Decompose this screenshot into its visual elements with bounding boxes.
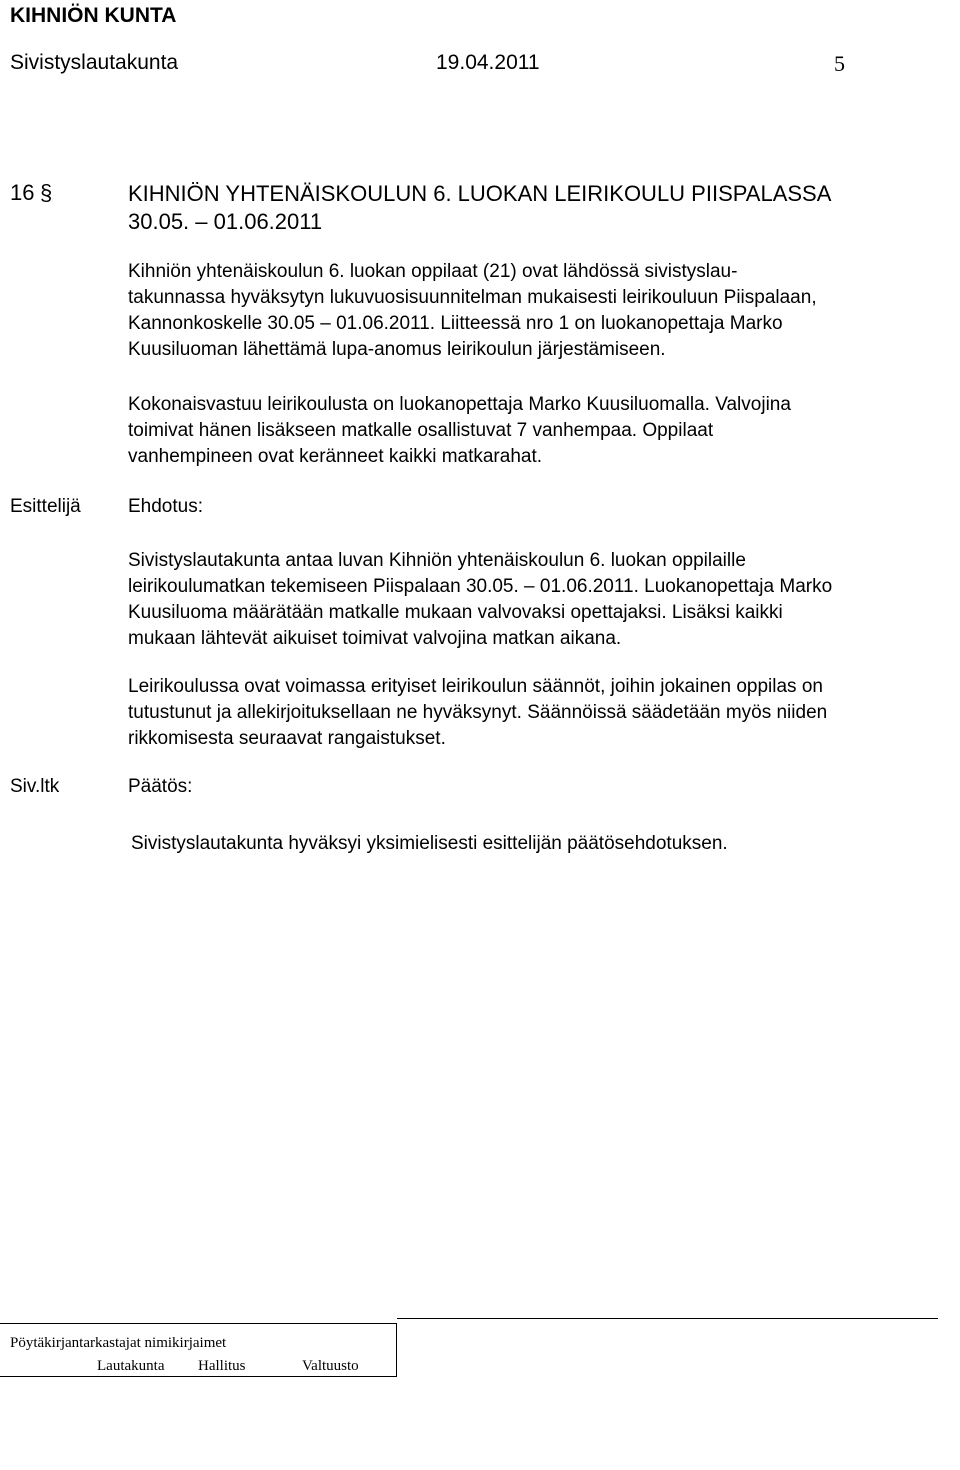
- organization-name: KIHNIÖN KUNTA: [10, 4, 177, 27]
- signature-footer: [0, 1318, 960, 1378]
- paragraph-line: Kuusiluoma määrätään matkalle mukaan valvovaksi opettajaksi. Lisäksi kaikki: [128, 602, 783, 623]
- paragraph-line: leirikoulumatkan tekemiseen Piispalaan 30.05. – 01.06.2011. Luokanopettaja Marko: [128, 576, 833, 597]
- page-number: 5: [834, 51, 845, 76]
- paragraph-line: takunnassa hyväksytyn lukuvuosisuunnitelman mukaisesti leirikouluun Piispalaan,: [128, 287, 817, 308]
- section-title-line: 30.05. – 01.06.2011: [128, 209, 323, 234]
- section-symbol: §: [40, 180, 53, 205]
- paragraph-line: Sivistyslautakunta antaa luvan Kihniön yhtenäiskoulun 6. luokan oppilaille: [128, 550, 746, 571]
- meeting-date: 19.04.2011: [436, 51, 540, 74]
- paragraph-line: Leirikoulussa ovat voimassa erityiset leirikoulun säännöt, joihin jokainen oppilas on: [128, 676, 823, 697]
- paragraph-line: mukaan lähtevät aikuiset toimivat valvojina matkan aikana.: [128, 628, 622, 649]
- section-number: 16: [10, 180, 35, 205]
- paragraph-line: toimivat hänen lisäkseen matkalle osallistuvat 7 vanhempaa. Oppilaat: [128, 420, 714, 441]
- paragraph-line: Kihniön yhtenäiskoulun 6. luokan oppilaat (21) ovat lähdössä sivistyslau-: [128, 261, 738, 282]
- paragraph-line: tutustunut ja allekirjoituksellaan ne hyväksynyt. Säännöissä säädetään myös niiden: [128, 702, 828, 723]
- responsibility-paragraph: [128, 392, 791, 470]
- footer-title: Pöytäkirjantarkastajat nimikirjaimet: [10, 1335, 227, 1351]
- proposal-paragraph: [128, 548, 832, 652]
- paragraph-line: Kokonaisvastuu leirikoulusta on luokanopettaja Marko Kuusiluomalla. Valvojina: [128, 394, 791, 415]
- paragraph-line: Kuusiluoman lähettämä lupa-anomus leirikoulun järjestämiseen.: [128, 339, 666, 360]
- paragraph-line: vanhempineen ovat keränneet kaikki matkarahat.: [128, 446, 543, 467]
- background-paragraph: [128, 259, 817, 363]
- footer-rule: [397, 1318, 938, 1319]
- paragraph-line: Kannonkoskelle 30.05 – 01.06.2011. Liitteessä nro 1 on luokanopettaja Marko: [128, 313, 783, 334]
- section-title: [128, 180, 831, 236]
- footer-item-government: Hallitus: [198, 1358, 246, 1374]
- presenter-label: Esittelijä: [10, 496, 81, 517]
- decision-label: Päätös:: [128, 776, 193, 797]
- paragraph-line: rikkomisesta seuraavat rangaistukset.: [128, 728, 446, 749]
- footer-item-council: Valtuusto: [302, 1358, 359, 1374]
- department-label: Siv.ltk: [10, 776, 60, 797]
- proposal-label: Ehdotus:: [128, 496, 203, 517]
- footer-item-board: Lautakunta: [97, 1358, 165, 1374]
- rules-paragraph: [128, 674, 827, 752]
- decision-text: Sivistyslautakunta hyväksyi yksimielisesti esittelijän päätösehdotuksen.: [131, 833, 728, 854]
- board-name: Sivistyslautakunta: [10, 51, 179, 74]
- section-title-line: KIHNIÖN YHTENÄISKOULUN 6. LUOKAN LEIRIKOULU PIISPALASSA: [128, 181, 832, 206]
